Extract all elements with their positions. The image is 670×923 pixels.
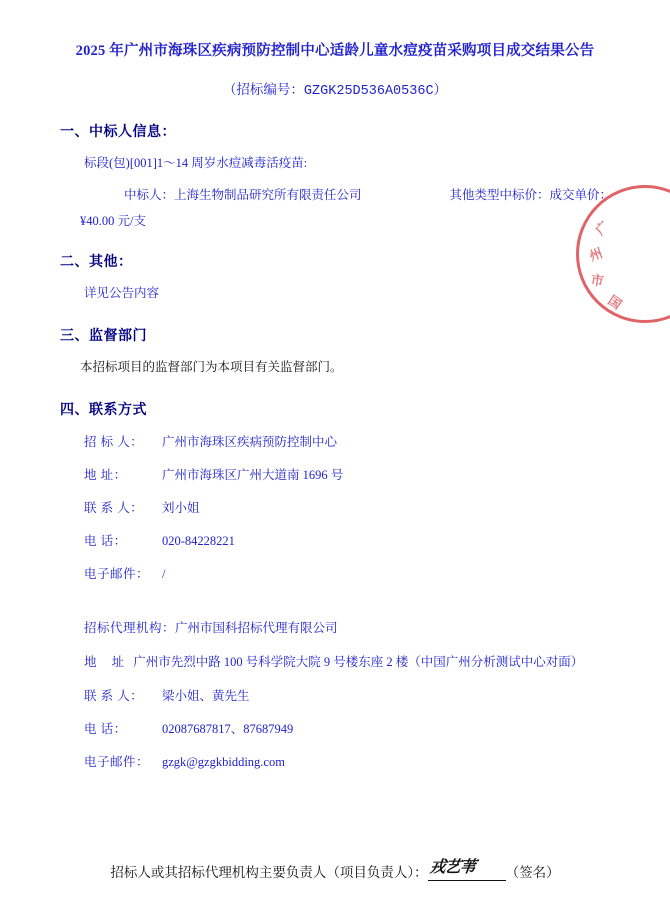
contact-value: /	[162, 567, 166, 581]
agency-address-row	[84, 651, 630, 673]
contact-label: 招 标 人：	[84, 435, 144, 449]
agency-contact-value: 02087687817、87687949	[162, 722, 294, 736]
section-heading-other: 二、其他：	[60, 255, 133, 270]
lot-label: 标段(包)[001]1～14 周岁水痘减毒活疫苗:	[84, 156, 308, 170]
signature-handwriting: 戎艺苇	[428, 859, 476, 876]
contact-row	[84, 432, 630, 452]
contact-label: 地 址：	[84, 468, 127, 482]
agency-address-label: 地 址	[84, 655, 131, 669]
contact-row	[84, 564, 630, 584]
contact-label: 电子邮件：	[84, 567, 150, 581]
other-text: 详见公告内容	[84, 286, 160, 300]
winner-label: 中标人：	[124, 188, 175, 202]
agency-contact-label: 联 系 人：	[84, 689, 144, 703]
agency-contact-row	[84, 719, 630, 739]
contact-value: 广州市海珠区疾病预防控制中心	[162, 435, 338, 449]
signature-suffix: （签名）	[505, 865, 560, 880]
page-title: 2025 年广州市海珠区疾病预防控制中心适龄儿童水痘疫苗采购项目成交结果公告	[75, 43, 595, 59]
contact-row	[84, 498, 630, 518]
agency-contact-label: 电子邮件：	[84, 755, 150, 769]
tender-number: （招标编号：GZGK25D536A0536C）	[222, 84, 448, 99]
contact-value: 刘小姐	[162, 501, 200, 515]
supervision-text: 本招标项目的监督部门为本项目有关监督部门。	[80, 360, 343, 374]
contact-label: 电 话：	[84, 534, 127, 548]
agency-contact-value: gzgk@gzgkbidding.com	[162, 755, 285, 769]
signature-field	[428, 859, 506, 881]
agency-contact-row	[84, 686, 630, 706]
section-heading-supervision: 三、监督部门	[60, 329, 147, 344]
agency-org-row	[84, 618, 630, 638]
agency-org-value: 广州市国科招标代理有限公司	[175, 621, 338, 635]
agency-block	[40, 618, 630, 772]
agency-contact-label: 电 话：	[84, 722, 127, 736]
signature-prefix: 招标人或其招标代理机构主要负责人（项目负责人）：	[110, 865, 428, 880]
contact-row	[84, 531, 630, 551]
agency-contact-row	[84, 752, 630, 772]
agency-contact-value: 梁小姐、黄先生	[162, 689, 250, 703]
winner-row	[124, 185, 630, 205]
seal-char: 州	[587, 245, 605, 264]
contact-label: 联 系 人：	[84, 501, 144, 515]
contact-value: 020-84228221	[162, 534, 235, 548]
signature-line	[40, 861, 630, 881]
contact-row	[84, 465, 630, 485]
seal-char: 市	[589, 272, 605, 289]
section-heading-winner: 一、中标人信息：	[60, 125, 176, 140]
winner-value: 上海生物制品研究所有限责任公司	[174, 188, 362, 202]
agency-address-value: 广州市先烈中路 100 号科学院大院 9 号楼东座 2 楼（中国广州分析测试中心对面）	[133, 655, 584, 669]
winner-price-label: 其他类型中标价：成交单价：	[449, 188, 613, 202]
seal-char: 国	[605, 292, 625, 313]
winner-label-value	[124, 185, 362, 205]
agency-org-label: 招标代理机构：	[84, 621, 176, 635]
contact-value: 广州市海珠区广州大道南 1696 号	[162, 468, 344, 482]
section-heading-contact: 四、联系方式	[60, 403, 147, 418]
winner-price-value: ¥40.00 元/支	[80, 214, 146, 228]
seal-char: 广	[592, 218, 613, 239]
